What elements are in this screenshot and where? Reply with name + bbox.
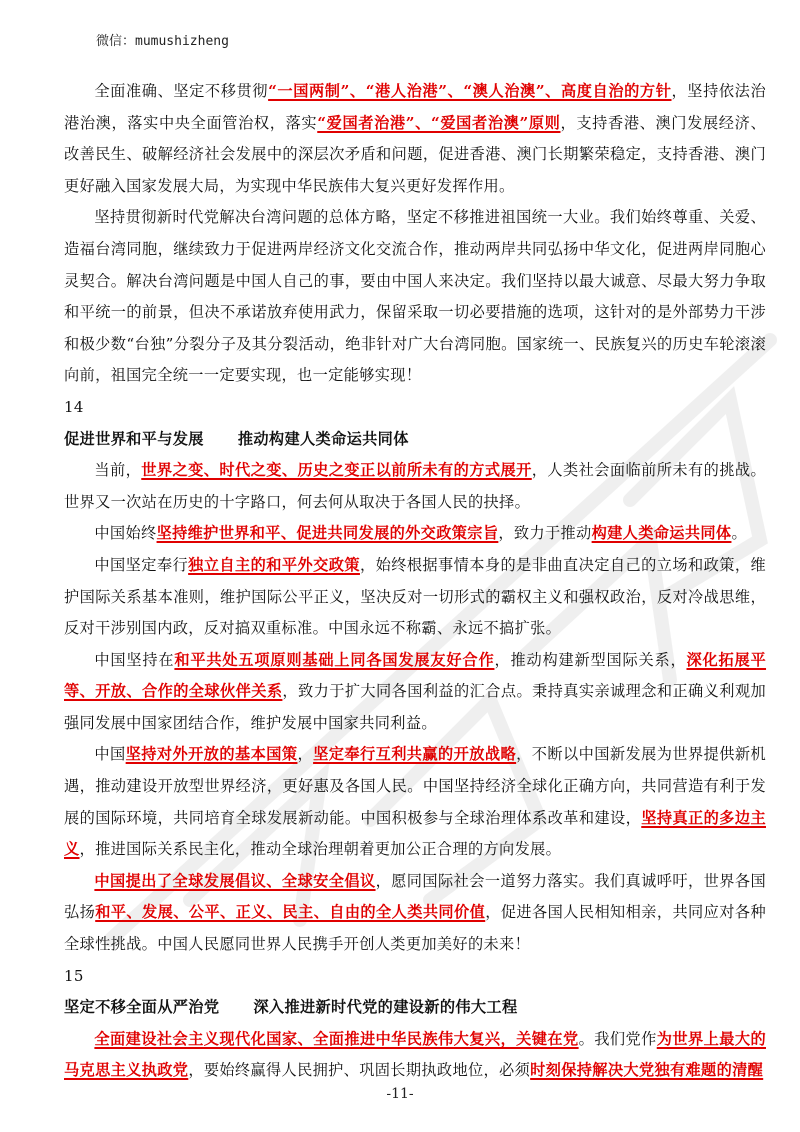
highlighted-text: “一国两制”、“港人治港”、“澳人治澳”、高度自治的方针 — [268, 82, 672, 100]
text-span: 中国 — [94, 745, 126, 764]
paragraph — [64, 455, 766, 518]
highlighted-text: 时刻保持解决大党独有难题的清醒 — [530, 1061, 764, 1080]
highlighted-text: 深化拓展平等、开放、合作的全球伙伴关系 — [64, 650, 767, 701]
header-wechat: 微信：mumushizheng — [96, 34, 229, 49]
text-span: 当前， — [94, 461, 142, 480]
section-number — [64, 961, 766, 993]
highlighted-text: 坚持真正的多边主义 — [64, 808, 766, 859]
section-number — [64, 392, 766, 424]
paragraph — [64, 202, 766, 392]
highlighted-text: 构建人类命运共同体 — [591, 524, 732, 543]
paragraph — [64, 550, 766, 645]
text-span: 推动构建人类命运共同体 — [237, 429, 409, 448]
highlighted-text: 坚持维护世界和平、促进共同发展的外交政策宗旨 — [156, 524, 499, 543]
text-span: ，推动构建新型国际关系， — [494, 650, 687, 669]
text-span: 14 — [64, 397, 84, 416]
text-span: ， — [297, 745, 314, 764]
text-span: 15 — [64, 966, 84, 985]
highlighted-text: 中国提出了全球发展倡议、全球安全倡议 — [94, 871, 376, 890]
text-span: ，不断以中国新发展为世界提供新机遇，推动建设开放型世界经济，更好惠及各国人民。中国坚持经济全球化正确方向，共同营造有利于发展的国际环境，共同培育全球发展新动能。中国积极参与全球治理体系改革和建设， — [64, 745, 766, 827]
highlighted-text: 和平共处五项原则基础上同各国发展友好合作 — [174, 650, 495, 669]
highlighted-text: “爱国者治港”、“爱国者治澳”原则 — [317, 113, 561, 132]
paragraph — [64, 1024, 766, 1087]
text-span: ，致力于扩大同各国利益的汇合点。秉持真实亲诚理念和正确义利观加强同发展中国家团结合作，维护发展中国家共同利益。 — [64, 682, 766, 732]
text-span: ，要始终赢得人民拥护、巩固长期执政地位，必须 — [188, 1061, 531, 1080]
highlighted-text: 坚持对外开放的基本国策 — [125, 745, 298, 764]
text-span: 。 — [731, 524, 747, 543]
text-span: 促进世界和平与发展 — [64, 429, 204, 448]
text-span: 中国坚定奉行 — [94, 555, 189, 574]
paragraph — [64, 76, 766, 202]
paragraph — [64, 866, 766, 961]
text-span: ，促进各国人民相知相亲，共同应对各种全球性挑战。中国人民愿同世界人民携手开创人类更加美好的未来！ — [64, 903, 766, 954]
text-span: ，人类社会面临前所未有的挑战。世界又一次站在历史的十字路口，何去何从取决于各国人民的抉择。 — [64, 461, 767, 511]
paragraph — [64, 645, 766, 740]
highlighted-text: 和平、发展、公平、正义、民主、自由的全人类共同价值 — [95, 903, 486, 922]
text-span: ，始终根据事情本身的是非曲直决定自己的立场和政策，维护国际关系基本准则，维护国际公平正义，坚决反对一切形式的霸权主义和强权政治，反对冷战思维，反对干涉别国内政，反对搞双重标准。中国永远不称霸、永远不搞扩张。 — [64, 555, 766, 638]
document-body — [64, 76, 766, 1087]
text-span: ，致力于推动 — [498, 524, 592, 543]
paragraph — [64, 739, 766, 865]
text-span: ，愿同国际社会一道努力落实。我们真诚呼吁，世界各国弘扬 — [64, 871, 766, 922]
text-span: ，坚持依法治港治澳，落实中央全面管治权，落实 — [64, 82, 767, 132]
highlighted-text: 世界之变、时代之变、历史之变正以前所未有的方式展开 — [141, 461, 532, 480]
highlighted-text: 独立自主的和平外交政策 — [188, 555, 360, 574]
section-heading — [64, 992, 766, 1024]
text-span: 中国始终 — [94, 524, 157, 543]
text-span: ，推进国际关系民主化，推动全球治理朝着更加公正合理的方向发展。 — [79, 840, 562, 859]
page-number: -11- — [386, 1086, 414, 1102]
highlighted-text: 坚定奉行互利共赢的开放战略 — [313, 745, 517, 764]
highlighted-text: 为世界上最大的马克思主义执政党 — [64, 1029, 766, 1080]
text-span: 。我们党作 — [578, 1029, 657, 1048]
paragraph — [64, 518, 766, 550]
text-span: 中国坚持在 — [94, 650, 175, 669]
highlighted-text: 全面建设社会主义现代化国家、全面推进中华民族伟大复兴，关键在党 — [94, 1029, 579, 1048]
text-span: 全面准确、坚定不移贯彻 — [94, 82, 269, 100]
text-span: ，支持香港、澳门发展经济、改善民生、破解经济社会发展中的深层次矛盾和问题，促进香港、澳门长期繁荣稳定，支持香港、澳门更好融入国家发展大局，为实现中华民族伟大复兴更好发挥作用。 — [64, 113, 766, 195]
text-span: 坚定不移全面从严治党 — [64, 998, 220, 1017]
section-heading — [64, 424, 766, 456]
text-span: 坚持贯彻新时代党解决台湾问题的总体方略，坚定不移推进祖国统一大业。我们始终尊重、关爱、造福台湾同胞，继续致力于促进两岸经济文化交流合作，推动两岸共同弘扬中华文化，促进两岸同胞心灵契合。解决台湾问题是中国人自己的事，要由中国人来决定。我们坚持以最大诚意、尽最大努力争取和平统一的前景，但决不承诺放弃使用武力，保留采取一切必要措施的选项，这针对的是外部势力干涉和极少数“台独”分裂分子及其分裂活动，绝非针对广大台湾同胞。国家统一、民族复兴的历史车轮滚滚向前，祖国完全统一一定要实现，也一定能够实现！ — [64, 208, 766, 385]
text-span: 深入推进新时代党的建设新的伟大工程 — [253, 998, 518, 1017]
